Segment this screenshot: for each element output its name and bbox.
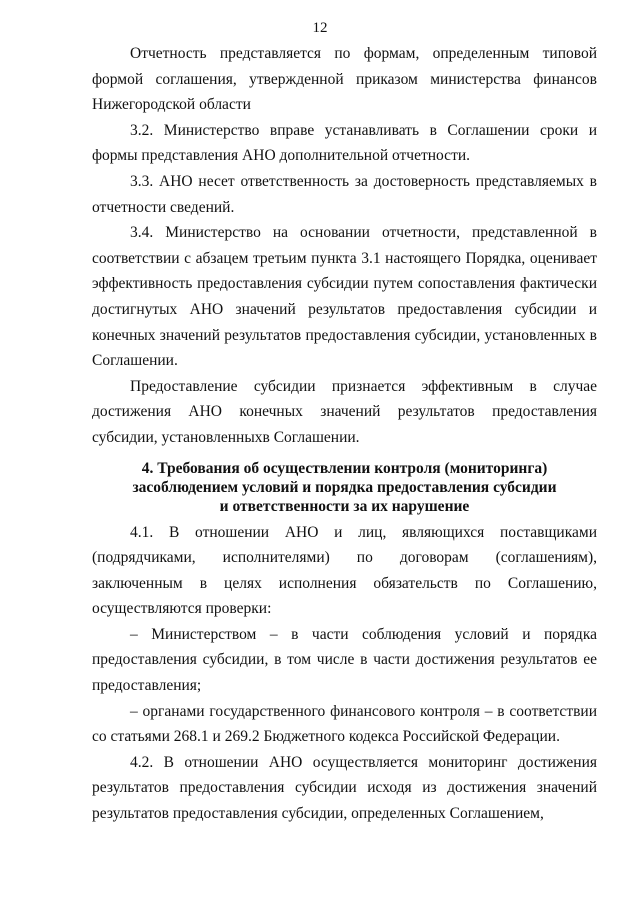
paragraph-reporting-forms: Отчетность представляется по формам, определенным типовой формой соглашения, утвержденной приказом министерства финансов Нижегородской области <box>92 45 597 114</box>
paragraph-4-2: 4.2. В отношении АНО осуществляется мониторинг достижения результатов предоставления субсидии исходя из достижения значений результатов предоставления субсидии, определенных Соглашением, <box>92 753 597 823</box>
page-number: 12 <box>312 20 328 36</box>
section-title-line: засоблюдением условий и порядка предоставления субсидии <box>132 478 557 496</box>
paragraph-3-4: 3.4. Министерство на основании отчетности, представленной в соответствии с абзацем третьим пункта 3.1 настоящего Порядка, оценивает эффективность предоставления субсидии путем сопоставления фактически достигнутых АНО значений результатов предоставления субсидии и конечных значений результатов предоставления субсидии, установленных в Соглашении. <box>92 224 597 370</box>
paragraph-ministry-checks: – Министерством – в части соблюдения условий и порядка предоставления субсидии, в том числе в части достижения результатов ее предоставления; <box>92 625 597 695</box>
paragraph-3-2: 3.2. Министерство вправе устанавливать в Соглашении сроки и формы представления АНО дополнительной отчетности. <box>92 121 597 165</box>
paragraph-efficiency: Предоставление субсидии признается эффективным в случае достижения АНО конечных значений результатов предоставления субсидии, установленныхв Соглашении. <box>92 377 597 446</box>
paragraph-3-3: 3.3. АНО несет ответственность за достоверность представляемых в отчетности сведений. <box>92 172 597 216</box>
paragraph-4-1: 4.1. В отношении АНО и лиц, являющихся поставщиками (подрядчиками, исполнителями) по договорам (соглашениям), заключенным в целях исполнения обязательств по Соглашению, осуществляются проверки: <box>92 523 597 618</box>
paragraph-financial-control: – органами государственного финансового контроля – в соответствии со статьями 268.1 и 269.2 Бюджетного кодекса Российской Федерации. <box>92 702 597 746</box>
page-content <box>92 41 597 827</box>
section-title-line: 4. Требования об осуществлении контроля (мониторинга) <box>141 459 548 477</box>
section-4-title <box>92 459 597 516</box>
section-title-line: и ответственности за их нарушение <box>219 497 470 515</box>
